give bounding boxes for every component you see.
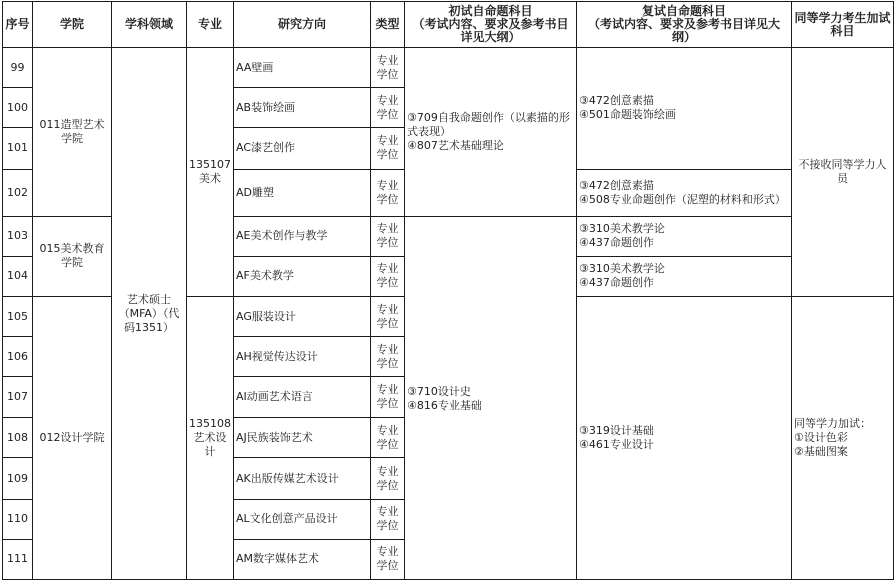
row-number: 101 — [3, 128, 33, 169]
retest-subject-1: ③310美术教学论 — [579, 222, 665, 236]
header-initial-title: 初试自命题科目 — [448, 4, 533, 19]
row-number: 110 — [3, 499, 33, 539]
type-cell — [371, 216, 405, 256]
direction-cell: AJ民族装饰艺术 — [234, 418, 371, 458]
major-cell: 135108艺术设计 — [187, 296, 234, 579]
initial-subject-2: ④807艺术基础理论 — [407, 138, 504, 152]
type-line2: 学位 — [376, 236, 399, 250]
retest-subjects-cell — [577, 169, 792, 216]
direction-cell: AD雕塑 — [234, 169, 371, 216]
type-cell — [371, 256, 405, 296]
major-cell: 135107美术 — [187, 48, 234, 297]
type-line2: 学位 — [376, 397, 399, 411]
type-line2: 学位 — [376, 437, 399, 451]
header-retest — [577, 2, 792, 48]
initial-subjects-cell — [405, 48, 577, 217]
header-initial-sub: （考试内容、要求及参考书目详见大纲） — [412, 17, 569, 45]
type-line2: 学位 — [376, 559, 399, 573]
type-line1: 专业 — [376, 262, 399, 276]
row-number: 107 — [3, 377, 33, 418]
initial-subjects-cell — [405, 216, 577, 579]
type-line2: 学位 — [376, 192, 399, 206]
direction-cell: AF美术教学 — [234, 256, 371, 296]
type-line2: 学位 — [376, 316, 399, 330]
type-cell — [371, 539, 405, 579]
equivalent-subject-1: ①设计色彩 — [794, 430, 848, 444]
type-line2: 学位 — [376, 356, 399, 370]
type-cell — [371, 169, 405, 216]
type-line1: 专业 — [376, 505, 399, 519]
row-number: 103 — [3, 216, 33, 256]
type-line2: 学位 — [376, 478, 399, 492]
row-number: 100 — [3, 88, 33, 128]
admission-table — [2, 1, 894, 580]
table-row — [3, 48, 894, 88]
retest-subjects-cell — [577, 296, 792, 579]
type-line2: 学位 — [376, 148, 399, 162]
header-college: 学院 — [33, 2, 112, 48]
type-line2: 学位 — [376, 107, 399, 121]
type-cell — [371, 296, 405, 336]
retest-subject-1: ③319设计基础 — [579, 423, 654, 437]
row-number: 105 — [3, 296, 33, 336]
type-line1: 专业 — [376, 93, 399, 107]
direction-cell: AH视觉传达设计 — [234, 337, 371, 377]
header-initial — [405, 2, 577, 48]
row-number: 111 — [3, 539, 33, 579]
type-line1: 专业 — [376, 423, 399, 437]
field-cell: 艺术硕士（MFA）（代码1351） — [112, 48, 187, 580]
type-cell — [371, 418, 405, 458]
college-cell: 012设计学院 — [33, 296, 112, 579]
equivalent-subject-2: ②基础图案 — [794, 444, 848, 458]
type-line1: 专业 — [376, 302, 399, 316]
type-cell — [371, 499, 405, 539]
header-retest-title: 复试自命题科目 — [641, 4, 726, 19]
direction-cell: AI动画艺术语言 — [234, 377, 371, 418]
direction-cell: AG服装设计 — [234, 296, 371, 336]
header-equivalent: 同等学力考生加试科目 — [792, 2, 894, 48]
row-number: 104 — [3, 256, 33, 296]
type-line2: 学位 — [376, 276, 399, 290]
retest-subjects-cell — [577, 256, 792, 296]
direction-cell: AM数字媒体艺术 — [234, 539, 371, 579]
row-number: 106 — [3, 337, 33, 377]
retest-subject-2: ④508专业命题创作（泥塑的材料和形式） — [579, 192, 786, 206]
type-line1: 专业 — [376, 545, 399, 559]
type-line1: 专业 — [376, 134, 399, 148]
retest-subject-1: ③310美术教学论 — [579, 262, 665, 276]
type-cell — [371, 48, 405, 88]
row-number: 99 — [3, 48, 33, 88]
initial-subject-1: ③709自我命题创作（以素描的形式表现） — [407, 110, 570, 138]
retest-subjects-cell — [577, 48, 792, 169]
header-major: 专业 — [187, 2, 234, 48]
direction-cell: AK出版传媒艺术设计 — [234, 458, 371, 499]
type-cell — [371, 128, 405, 169]
row-number: 109 — [3, 458, 33, 499]
direction-cell: AL文化创意产品设计 — [234, 499, 371, 539]
type-line2: 学位 — [376, 67, 399, 81]
type-line1: 专业 — [376, 464, 399, 478]
equivalent-cell: 不接收同等学力人员 — [792, 48, 894, 297]
initial-subject-1: ③710设计史 — [407, 384, 471, 398]
college-cell: 015美术教育学院 — [33, 216, 112, 296]
retest-subject-2: ④461专业设计 — [579, 437, 654, 451]
direction-cell: AB装饰绘画 — [234, 88, 371, 128]
type-line1: 专业 — [376, 342, 399, 356]
header-seq: 序号 — [3, 2, 33, 48]
header-row — [3, 2, 894, 48]
retest-subject-2: ④437命题创作 — [579, 276, 654, 290]
direction-cell: AA壁画 — [234, 48, 371, 88]
retest-subject-1: ③472创意素描 — [579, 178, 654, 192]
retest-subject-1: ③472创意素描 — [579, 94, 654, 108]
type-cell — [371, 377, 405, 418]
header-field: 学科领域 — [112, 2, 187, 48]
equivalent-cell — [792, 296, 894, 579]
type-line2: 学位 — [376, 519, 399, 533]
type-line1: 专业 — [376, 222, 399, 236]
retest-subject-2: ④437命题创作 — [579, 236, 654, 250]
type-line1: 专业 — [376, 53, 399, 67]
header-type: 类型 — [371, 2, 405, 48]
header-retest-sub: （考试内容、要求及参考书目详见大纲） — [587, 17, 780, 45]
type-line1: 专业 — [376, 383, 399, 397]
college-cell: 011造型艺术学院 — [33, 48, 112, 217]
row-number: 102 — [3, 169, 33, 216]
header-direction: 研究方向 — [234, 2, 371, 48]
initial-subject-2: ④816专业基础 — [407, 398, 482, 412]
type-line1: 专业 — [376, 178, 399, 192]
type-cell — [371, 337, 405, 377]
type-cell — [371, 88, 405, 128]
equivalent-title: 同等学力加试： — [794, 416, 871, 430]
type-cell — [371, 458, 405, 499]
direction-cell: AE美术创作与教学 — [234, 216, 371, 256]
row-number: 108 — [3, 418, 33, 458]
direction-cell: AC漆艺创作 — [234, 128, 371, 169]
retest-subject-2: ④501命题装饰绘画 — [579, 108, 676, 122]
retest-subjects-cell — [577, 216, 792, 256]
